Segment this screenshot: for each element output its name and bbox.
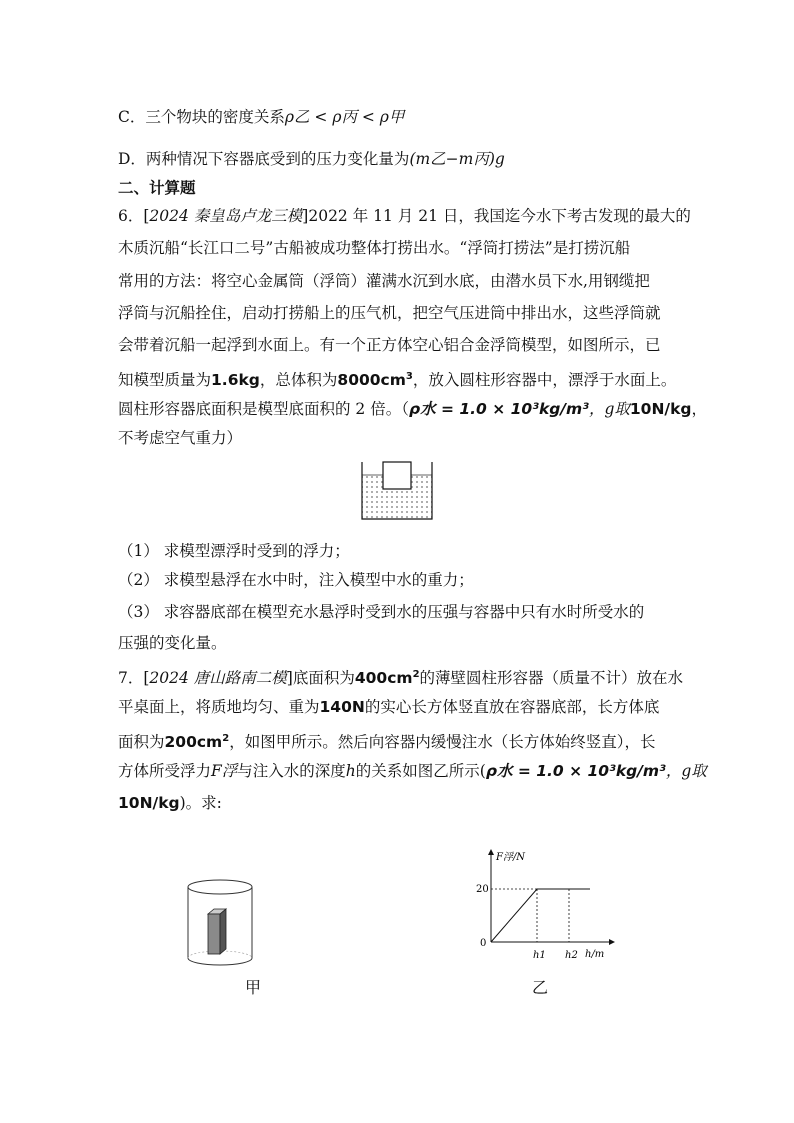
q6-gravity: 10N/kg [629, 400, 692, 418]
q7-line-1 [118, 665, 683, 688]
q7-area-exp: 2 [412, 669, 420, 680]
q7-line-5 [118, 793, 222, 813]
q6-number: 6．[ [118, 207, 150, 225]
q7-text-2a: 平桌面上，将质地均匀、重为 [118, 698, 320, 716]
q6-text-6c: ，总体积为 [259, 371, 338, 390]
h2-label: h2 [565, 950, 578, 961]
q7-area: 400cm [354, 669, 413, 688]
q7-figure-yi-graph [472, 848, 622, 968]
option-d-text: D．两种情况下容器底受到的压力变化量为 [118, 150, 410, 168]
q6-line-7 [118, 399, 707, 419]
q6-text-7e: ， [691, 400, 708, 418]
option-d [118, 149, 505, 169]
q6-line-1 [118, 206, 691, 226]
q6-text-6e: ，放入圆柱形容器中，漂浮于水面上。 [412, 371, 677, 390]
h1-label: h1 [533, 950, 546, 961]
q6-density: ρ水 = 1.0 × 10³kg/m³ [408, 400, 589, 418]
q6-text-1: ]2022 年 11 月 21 日，我国迄今水下考古发现的最大的 [302, 207, 691, 225]
option-c [118, 107, 404, 127]
q6-volume: 8000cm [337, 371, 406, 390]
q6-volume-exp: 3 [405, 371, 413, 382]
x-axis-label: h/m [585, 949, 605, 960]
q7-text-1d: 的薄壁圆柱形容器（质量不计）放在水 [419, 669, 684, 688]
q7-gravity: 10N/kg [118, 794, 180, 812]
q6-text-6a: 知模型质量为 [118, 371, 212, 390]
y-axis-label: F浮/N [496, 852, 526, 863]
q6-line-5: 会带着沉船一起浮到水面上。有一个正方体空心铝合金浮筒模型，如图所示，已 [118, 336, 661, 354]
q6-mass: 1.6kg [211, 371, 260, 390]
q7-text-2c: 的实心长方体竖直放在容器底部，长方体底 [364, 698, 660, 716]
q7-weight: 140N [319, 698, 365, 716]
q7-text-4e: 的关系如图乙所示( [355, 762, 486, 780]
q6-sub-3: （3） 求容器底部在模型充水悬浮时受到水的压强与容器中只有水时所受水的 [118, 603, 645, 621]
q7-block-area-exp: 2 [222, 733, 230, 744]
q6-line-2: 木质沉船“长江口二号”古船被成功整体打捞出水。“浮筒打捞法”是打捞沉船 [118, 239, 631, 257]
buoyancy-line [491, 889, 590, 942]
origin-label: 0 [480, 938, 487, 949]
caption-jia: 甲 [245, 978, 262, 997]
q7-text-3a: 面积为 [118, 733, 165, 752]
q7-line-4 [118, 761, 707, 781]
q6-sub-3-cont: 压强的变化量。 [118, 634, 227, 652]
q7-line-2 [118, 697, 659, 717]
floating-cube [383, 462, 411, 489]
q6-line-4: 浮筒与沉船拴住，启动打捞船上的压气机，把空气压进筒中排出水，这些浮筒就 [118, 304, 661, 322]
q7-depth-symbol: h [345, 762, 356, 780]
cylinder-bottom [188, 958, 252, 965]
q6-text-7a: 圆柱形容器底面积是模型底面积的 2 倍。（ [118, 400, 409, 418]
q6-line-3: 常用的方法：将空心金属筒（浮筒）灌满水沉到水底，由潜水员下水,用钢缆把 [118, 272, 650, 290]
q6-line-8: 不考虑空气重力） [118, 429, 243, 447]
q6-sub-1: （1） 求模型漂浮时受到的浮力； [118, 542, 350, 560]
caption-yi: 乙 [532, 978, 549, 997]
q7-text-4c: 与注入水的深度 [237, 762, 346, 780]
q7-buoyancy-symbol: F浮 [211, 762, 238, 780]
q6-sub-2: （2） 求模型悬浮在水中时，注入模型中水的重力； [118, 571, 474, 589]
q7-text-4g: ，g取 [665, 762, 707, 780]
cylinder-top [188, 880, 252, 894]
option-c-formula: ρ乙 < ρ丙 < ρ甲 [284, 108, 405, 126]
option-d-formula: (m乙−m丙)g [409, 150, 505, 168]
q6-text-7c: ，g取 [588, 400, 630, 418]
block-front [208, 914, 220, 954]
q7-text-1b: ]底面积为 [286, 669, 355, 688]
block-side [220, 909, 226, 954]
q7-text-5b: )。求: [179, 794, 222, 812]
q7-text-4a: 方体所受浮力 [118, 762, 212, 780]
q6-source: 2024 秦皇岛卢龙三模 [149, 207, 303, 225]
q7-block-area: 200cm [164, 733, 223, 752]
q7-source: 2024 唐山路南二模 [149, 669, 287, 688]
q7-line-3 [118, 729, 655, 752]
y-tick-20: 20 [476, 884, 489, 895]
q7-text-3c: ，如图甲所示。然后向容器内缓慢注水（长方体始终竖直），长 [229, 733, 656, 752]
option-c-text: C．三个物块的密度关系 [118, 108, 285, 126]
q7-density: ρ水 = 1.0 × 10³kg/m³ [485, 762, 666, 780]
q7-number: 7．[ [118, 669, 150, 688]
q6-figure-container [360, 460, 435, 522]
q7-figure-jia [182, 876, 262, 972]
q6-line-6 [118, 367, 676, 390]
section-heading: 二、计算题 [118, 179, 196, 197]
